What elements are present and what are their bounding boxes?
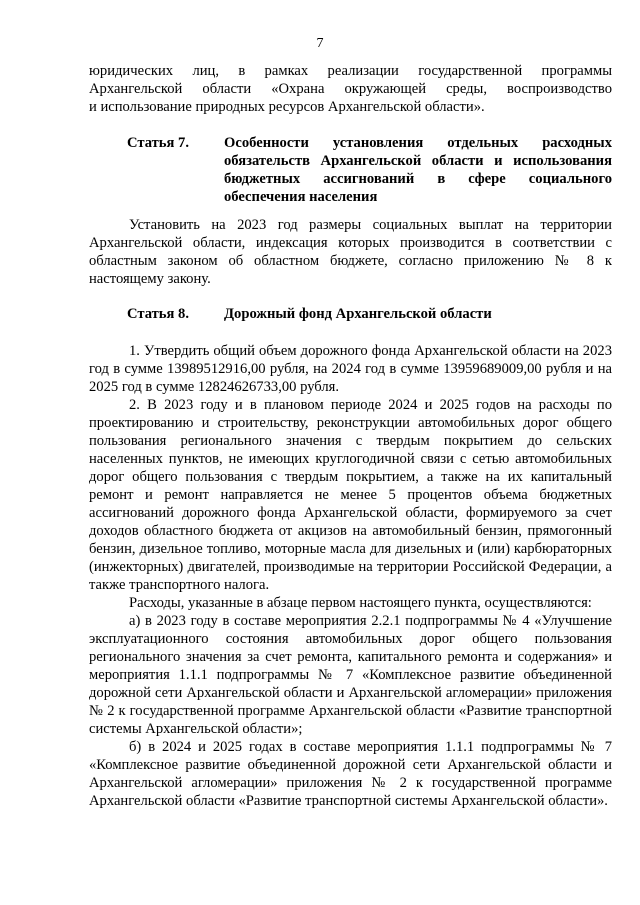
intro-line: Архангельской области «Охрана окружающей среды, воспроизводство bbox=[89, 81, 612, 97]
intro-line: юридических лиц, в рамках реализации государственной программы bbox=[89, 63, 612, 79]
article-8-label: Статья 8. bbox=[127, 306, 189, 322]
article-8-paragraph-3: Расходы, указанные в абзаце первом настоящего пункта, осуществляются: bbox=[129, 595, 592, 611]
article-8-heading bbox=[127, 305, 612, 323]
article-7-body bbox=[89, 216, 612, 288]
article-8-body bbox=[89, 342, 612, 810]
article-8-paragraph-2: 2. В 2023 году и в плановом периоде 2024 и 2025 годов на расходы по проектированию и строительству, реконструкции автомобильных дорог общего пользования регионального значения с твердым покрытием до сельских населенных пунктов, не имеющих круглогодичной связи с сетью автомобильных дорог общего пользования с твердым покрытием, а также на их капитальный ремонт и ремонт направляется не менее 5 процентов объема бюджетных ассигнований дорожного фонда Архангельской области, формируемого за счет доходов областного бюджета от акцизов на автомобильный бензин, прямогонный бензин, дизельное топливо, моторные масла для дизельных и (или) карбюраторных (инжекторных) двигателей, производимые на территории Российской Федерации, а также транспортного налога. bbox=[89, 397, 612, 593]
page-number: 7 bbox=[316, 36, 324, 51]
article-8-paragraph-5: б) в 2024 и 2025 годах в составе мероприятия 1.1.1 подпрограммы № 7 «Комплексное развитие объединенной дорожной сети Архангельской области и Архангельской агломерации» приложения № 2 к государственной программе Архангельской области «Развитие транспортной системы Архангельской области». bbox=[89, 739, 612, 809]
article-8-title: Дорожный фонд Архангельской области bbox=[224, 306, 492, 322]
article-7-label: Статья 7. bbox=[127, 135, 189, 151]
article-8-paragraph-4: а) в 2023 году в составе мероприятия 2.2.1 подпрограммы № 4 «Улучшение эксплуатационного состояния автомобильных дорог общего пользования регионального значения за счет ремонта, капитального ремонта и содержания» и мероприятия 1.1.1 подпрограммы № 7 «Комплексное развитие объединенной дорожной сети Архангельской области и Архангельской агломерации» приложения № 2 к государственной программе Архангельской области «Развитие транспортной системы Архангельской области»; bbox=[89, 613, 612, 737]
article-7-title: Особенности установления отдельных расходных обязательств Архангельской области и использования бюджетных ассигнований в сфере социального обеспечения населения bbox=[224, 135, 612, 205]
article-7-heading bbox=[127, 134, 612, 206]
article-7-paragraph: Установить на 2023 год размеры социальных выплат на территории Архангельской области, индексация которых производится в соответствии с областным законом об областном бюджете, согласно приложению № 8 к настоящему закону. bbox=[89, 217, 612, 287]
article-8-paragraph-1: 1. Утвердить общий объем дорожного фонда Архангельской области на 2023 год в сумме 13989512916,00 рубля, на 2024 год в сумме 13959689009,00 рубля и на 2025 год в сумме 12824626733,00 рубля. bbox=[89, 343, 612, 395]
intro-paragraph bbox=[89, 62, 612, 116]
intro-line: и использование природных ресурсов Архангельской области». bbox=[89, 99, 485, 115]
